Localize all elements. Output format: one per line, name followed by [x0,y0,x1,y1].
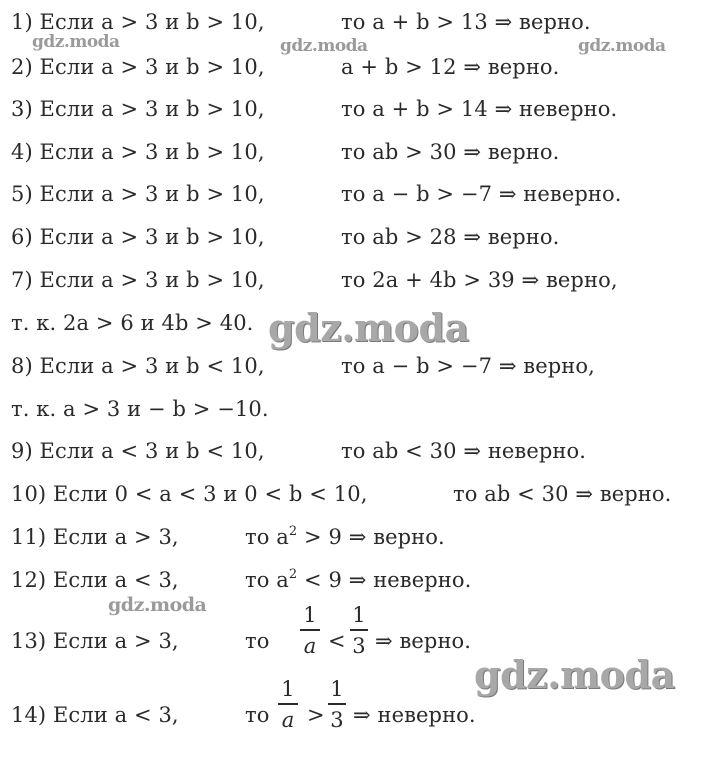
line-number: 8) [11,354,33,378]
result-rest: < 9 ⇒ неверно. [297,568,472,592]
fraction-numerator: 1 [330,677,344,701]
line-number: 10) [11,482,47,506]
solution-line-6 [11,224,560,250]
solution-line-7 [11,267,618,293]
solution-line-9 [11,438,587,464]
watermark: gdz.moda [578,36,666,56]
line-number: 9) [11,439,33,463]
line-number: 11) [11,525,47,549]
line-result: то ab > 30 ⇒ верно. [341,140,560,164]
line-result: то a − b > −7 ⇒ неверно. [341,182,622,206]
explanation-text: т. к. a > 3 и − b > −10. [11,397,269,421]
watermark: gdz.moda [268,305,469,350]
line-result: то ab < 30 ⇒ неверно. [341,439,587,463]
fraction-numerator: 1 [281,677,295,701]
fraction-denominator: a [303,633,317,658]
line-number: 7) [11,268,33,292]
line-result: то a + b > 14 ⇒ неверно. [341,97,618,121]
solution-line-10 [11,481,672,507]
line-condition: Если 0 < a < 3 и 0 < b < 10, [53,482,368,506]
solution-line-8-explanation [11,396,269,422]
comparison-operator: > [307,703,325,727]
line-number: 1) [11,10,33,34]
watermark: gdz.moda [32,32,120,52]
solution-line-8 [11,353,595,379]
solution-line-3 [11,96,618,122]
explanation-text: т. к. 2a > 6 и 4b > 40. [11,311,254,335]
solution-line-7-explanation [11,310,253,336]
line-result: то a + b > 13 ⇒ верно. [341,10,591,34]
fraction-bar [328,703,346,705]
line-result: то ab > 28 ⇒ верно. [341,225,560,249]
line-condition: Если a > 3, [53,629,179,653]
line-number: 13) [11,629,47,653]
fraction-numerator: 1 [352,603,366,627]
line-condition: Если a < 3 и b < 10, [39,439,265,463]
line-result: то ab < 30 ⇒ верно. [453,482,672,506]
result-base: то a [245,568,289,592]
exponent: 2 [288,524,298,539]
fraction-denominator: 3 [352,633,366,658]
solution-line-4 [11,139,560,165]
line-result [245,524,445,550]
line-condition: Если a < 3, [53,703,179,727]
line-conclusion: ⇒ неверно. [353,703,476,727]
line-number: 14) [11,703,47,727]
line-condition: Если a > 3 и b > 10, [39,268,265,292]
result-base: то a [245,525,289,549]
fraction-numerator: 1 [303,603,317,627]
line-condition: Если a > 3, [53,525,179,549]
fraction-1-over-a [300,603,320,658]
solution-line-11 [11,524,445,550]
line-result: то a − b > −7 ⇒ верно, [341,354,595,378]
result-rest: > 9 ⇒ верно. [297,525,445,549]
fraction-bar [350,629,368,631]
solution-line-14 [11,677,476,732]
line-condition: Если a > 3 и b > 10, [39,10,265,34]
result-to: то [245,629,270,653]
line-condition: Если a > 3 и b > 10, [39,97,265,121]
solution-line-12 [11,567,472,593]
line-condition: Если a > 3 и b > 10, [39,182,265,206]
comparison-operator: < [328,629,346,653]
line-number: 12) [11,568,47,592]
line-condition: Если a > 3 и b > 10, [39,55,265,79]
fraction-denominator: a [281,707,295,732]
line-number: 4) [11,140,33,164]
result-to: то [245,703,270,727]
line-conclusion: ⇒ верно. [375,629,472,653]
fraction-denominator: 3 [330,707,344,732]
line-number: 5) [11,182,33,206]
line-result: то 2a + 4b > 39 ⇒ верно, [341,268,618,292]
line-number: 3) [11,97,33,121]
watermark: gdz.moda [280,36,368,56]
line-result [245,567,471,593]
line-condition: Если a < 3, [53,568,179,592]
line-condition: Если a > 3 и b < 10, [39,354,265,378]
fraction-bar [278,703,298,705]
line-number: 2) [11,55,33,79]
exponent: 2 [288,567,298,582]
solution-line-2 [11,54,560,80]
watermark: gdz.moda [474,652,675,697]
line-result: a + b > 12 ⇒ верно. [341,55,560,79]
fraction-1-over-3 [328,677,346,732]
solution-line-5 [11,181,622,207]
fraction-bar [300,629,320,631]
fraction-1-over-3 [350,603,368,658]
watermark: gdz.moda [108,594,207,616]
fraction-1-over-a [278,677,298,732]
line-number: 6) [11,225,33,249]
line-condition: Если a > 3 и b > 10, [39,140,265,164]
line-condition: Если a > 3 и b > 10, [39,225,265,249]
